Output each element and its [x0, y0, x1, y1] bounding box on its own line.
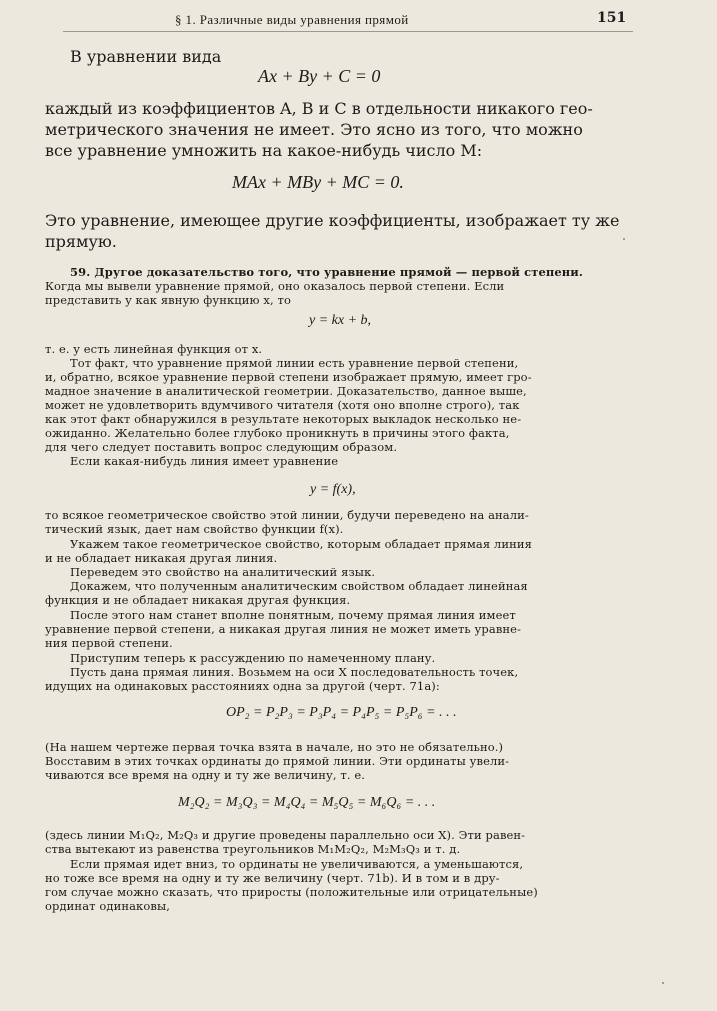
- text-line: Если прямая идет вниз, то ординаты не увеличиваются, а уменьшаются,: [70, 857, 524, 871]
- text-line: В уравнении вида: [70, 47, 222, 66]
- text-line: Это уравнение, имеющее другие коэффициенты, изображает ту же: [45, 211, 620, 230]
- text-line: каждый из коэффициентов A, B и C в отдельности никакого гео-: [45, 99, 593, 118]
- text-line: ния первой степени.: [45, 636, 173, 650]
- text-line: гом случае можно сказать, что приросты (положительные или отрицательные): [45, 885, 538, 899]
- running-header: § 1. Различные виды уравнения прямой: [175, 12, 409, 27]
- formula-general-equation: Ax + By + C = 0: [258, 66, 381, 86]
- text-line: все уравнение умножить на какое-нибудь число M:: [45, 141, 483, 160]
- text-line: представить y как явную функцию x, то: [45, 293, 291, 307]
- text-line: (здесь линии M₁Q₂, M₂Q₃ и другие проведены параллельно оси X). Эти равен-: [45, 828, 526, 842]
- text-line: Тот факт, что уравнение прямой линии есть уравнение первой степени,: [70, 356, 519, 370]
- text-line: метрического значения не имеет. Это ясно из того, что можно: [45, 120, 583, 139]
- formula-function: y = f(x),: [310, 482, 356, 497]
- text-line: ожиданно. Желательно более глубоко проникнуть в причины этого факта,: [45, 426, 510, 440]
- text-line: уравнение первой степени, а никакая другая линия не может иметь уравне-: [45, 622, 522, 636]
- text-line: (На нашем чертеже первая точка взята в начале, но это не обязательно.): [45, 740, 504, 754]
- section-heading: 59. Другое доказательство того, что уравнение прямой — первой степени.: [70, 265, 584, 279]
- text-line: т. е. y есть линейная функция от x.: [45, 342, 263, 356]
- text-line: идущих на одинаковых расстояниях одна за другой (черт. 71а):: [45, 679, 440, 693]
- text-line: мадное значение в аналитической геометрии. Доказательство, данное выше,: [45, 384, 527, 398]
- formula-equal-increments: M₂Q₂ = M₃Q₃ = M₄Q₄ = M₅Q₅ = M₆Q₆ = . . .: [178, 795, 436, 810]
- text-line: Если какая-нибудь линия имеет уравнение: [70, 454, 339, 468]
- text-line: но тоже все время на одну и ту же величину (черт. 71b). И в том и в дру-: [45, 871, 500, 885]
- text-line: Приступим теперь к рассуждению по намеченному плану.: [70, 651, 436, 665]
- text-line: Пусть дана прямая линия. Возьмем на оси X последовательность точек,: [70, 665, 519, 679]
- text-line: может не удовлетворить вдумчивого читателя (хотя оно вполне строго), так: [45, 398, 520, 412]
- formula-linear: y = kx + b,: [309, 313, 372, 328]
- page-number: 151: [597, 10, 627, 26]
- text-line: и не обладает никакая другая линия.: [45, 551, 278, 565]
- text-line: ординат одинаковы,: [45, 899, 170, 913]
- text-line: и, обратно, всякое уравнение первой степени изображает прямую, имеет гро-: [45, 370, 532, 384]
- text-line: Докажем, что полученным аналитическим свойством обладает линейная: [70, 579, 528, 593]
- text-line: Когда мы вывели уравнение прямой, оно оказалось первой степени. Если: [45, 279, 505, 293]
- text-line: Укажем такое геометрическое свойство, которым обладает прямая линия: [70, 537, 532, 551]
- text-line: Восставим в этих точках ординаты до прямой линии. Эти ординаты увели-: [45, 754, 510, 768]
- formula-scaled-equation: MAx + MBy + MC = 0.: [232, 172, 404, 192]
- text-line: функция и не обладает никакая другая функция.: [45, 593, 351, 607]
- paper-speck: [662, 982, 664, 984]
- text-line: как этот факт обнаружился в результате некоторых выкладок несколько не-: [45, 412, 522, 426]
- text-line: для чего следует поставить вопрос следующим образом.: [45, 440, 398, 454]
- text-line: После этого нам станет вполне понятным, почему прямая линия имеет: [70, 608, 516, 622]
- header-rule: [63, 31, 633, 32]
- text-line: прямую.: [45, 232, 117, 251]
- paper-speck: [623, 238, 625, 240]
- text-line: чиваются все время на одну и ту же величину, т. е.: [45, 768, 366, 782]
- text-line: то всякое геометрическое свойство этой линии, будучи переведено на анали-: [45, 508, 529, 522]
- formula-equal-segments: OP₂ = P₂P₃ = P₃P₄ = P₄P₅ = P₅P₆ = . . .: [226, 705, 457, 720]
- text-line: тический язык, дает нам свойство функции f(x).: [45, 522, 344, 536]
- text-line: Переведем это свойство на аналитический язык.: [70, 565, 376, 579]
- text-line: ства вытекают из равенства треугольников M₁M₂Q₂, M₂M₃Q₃ и т. д.: [45, 842, 461, 856]
